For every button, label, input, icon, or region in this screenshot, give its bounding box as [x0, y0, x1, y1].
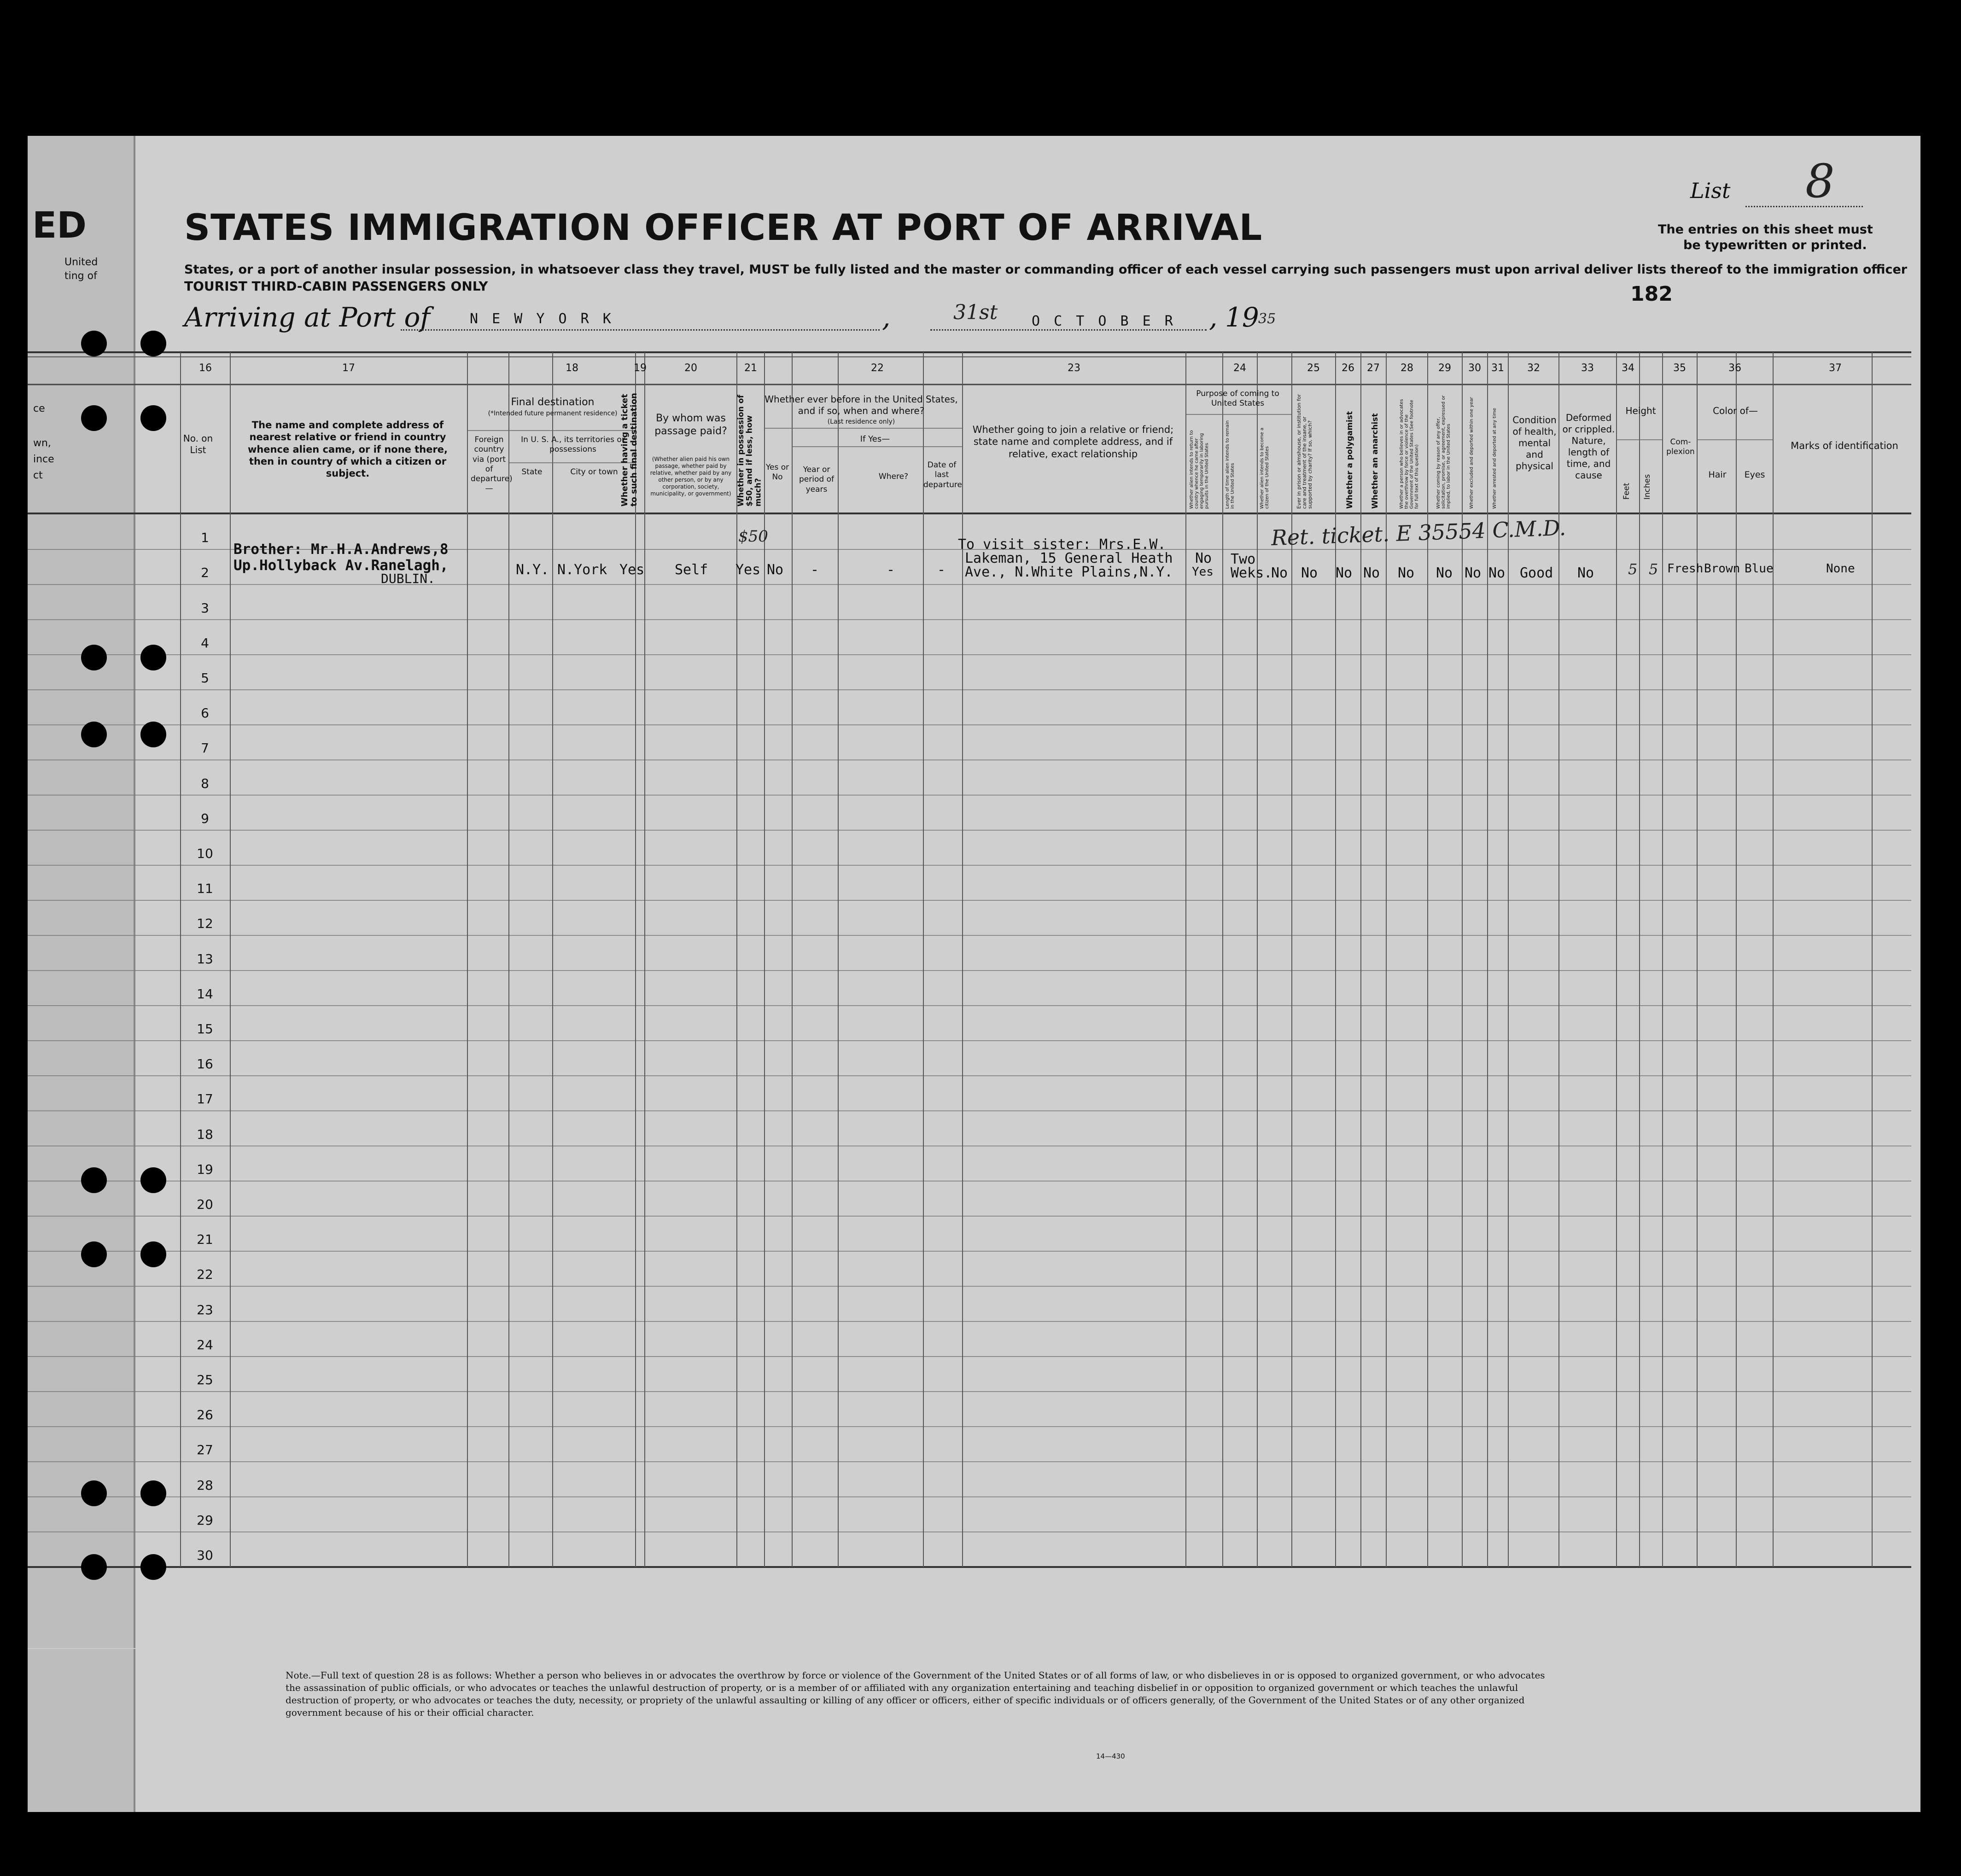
- page-title: STATES IMMIGRATION OFFICER AT PORT OF ARRIVAL: [184, 207, 1263, 249]
- entry-joining-line2: Lakeman, 15 General Heath: [965, 550, 1173, 566]
- binder-hole: [140, 1167, 166, 1193]
- sheet-code: 182: [1630, 282, 1673, 306]
- header-marks-identification: Marks of identification: [1791, 440, 1898, 451]
- column-number: 26: [1342, 362, 1354, 374]
- entry-relative-line1: Brother: Mr.H.A.Andrews,8: [233, 541, 449, 558]
- entry-length-stay: Two: [1231, 551, 1256, 567]
- header-by-whom-paid-note: (Whether alien paid his own passage, whether paid by relative, whether paid by any other person, or by any corporation, society, municipality, or government): [650, 456, 732, 497]
- binder-hole: [140, 331, 166, 356]
- entry-hair: Brown: [1704, 562, 1740, 576]
- manifest-sheet: [28, 136, 1920, 1812]
- entry-year-period: -: [811, 562, 819, 578]
- row-number: 23: [197, 1302, 213, 1317]
- page-subtitle: States, or a port of another insular possession, in whatsoever class they travel, MUST be fully listed and the master or commanding officer of each vessel carrying such passengers must upon arrival deliver lists thereof to the immigration officer: [184, 262, 1908, 277]
- row-number: 29: [197, 1512, 213, 1528]
- entry-state: N.Y.: [516, 562, 549, 578]
- comma-2: ,: [1209, 302, 1218, 333]
- binder-hole: [81, 1554, 107, 1580]
- header-ever-before: Whether ever before in the United States, and if so, when and where?: [765, 394, 958, 416]
- arriving-label: Arriving at Port of: [184, 302, 430, 333]
- port-line: [401, 329, 880, 331]
- binder-hole: [140, 645, 166, 670]
- header-foreign-country: Foreign country via (port of departure)—: [471, 435, 513, 494]
- left-page-text-fragment-2: ting of: [64, 270, 97, 282]
- entry-health: Good: [1520, 565, 1553, 581]
- row-number: 5: [201, 670, 209, 686]
- entry-q30: No: [1465, 565, 1482, 581]
- entry-joining-line3: Ave., N.White Plains,N.Y.: [965, 564, 1173, 580]
- row-number: 1: [201, 530, 209, 546]
- binder-hole: [140, 1241, 166, 1267]
- row-number: 28: [197, 1477, 213, 1493]
- entry-joining-line1: To visit sister: Mrs.E.W.: [958, 536, 1166, 553]
- header-color-of: Color of—: [1713, 405, 1758, 416]
- column-number: 17: [342, 362, 355, 374]
- column-number: 23: [1068, 362, 1080, 374]
- left-header-fragment-1: ce: [33, 403, 45, 414]
- row-number: 22: [197, 1267, 213, 1282]
- arrival-month: O C T O B E R: [1032, 313, 1176, 329]
- row-number: 12: [197, 916, 213, 932]
- left-header-fragment-4: ct: [33, 470, 43, 481]
- row-number: 17: [197, 1091, 213, 1107]
- header-joining-relative: Whether going to join a relative or friend; state name and complete address, and if relative, exact relationship: [972, 424, 1174, 460]
- row-number: 30: [197, 1548, 213, 1563]
- header-possession-50: Whether in possession of $50, and if less, how much?: [736, 395, 763, 507]
- header-year-period: Year or period of years: [799, 465, 834, 494]
- header-relative-address: The name and complete address of nearest relative or friend in country whence alien came, or if none there, then in country of which a citizen or subject.: [247, 419, 448, 479]
- header-no-on-list: No. on List: [183, 433, 213, 455]
- column-number: 32: [1527, 362, 1540, 374]
- entry-relative-line3: DUBLIN.: [381, 571, 436, 586]
- entry-polygamist: No: [1336, 565, 1353, 581]
- header-complexion: Com-plexion: [1666, 437, 1695, 457]
- row-number: 9: [201, 810, 209, 826]
- row-number: 4: [201, 635, 209, 651]
- date-line: [930, 329, 1207, 331]
- left-header-fragment-2: wn,: [33, 437, 51, 449]
- year-prefix: 19: [1225, 302, 1259, 333]
- row-number: 21: [197, 1232, 213, 1247]
- row-number: 24: [197, 1337, 213, 1352]
- entry-citizen: No: [1271, 565, 1288, 581]
- header-where: Where?: [878, 472, 909, 481]
- row-number: 18: [197, 1126, 213, 1142]
- entries-note-1: The entries on this sheet must: [1658, 222, 1873, 237]
- binder-hole: [81, 405, 107, 431]
- row-number: 14: [197, 986, 213, 1002]
- header-yes-or-no: Yes or No: [765, 463, 789, 482]
- entry-amount-note: $50: [738, 527, 768, 546]
- manifest-grid: [28, 136, 1920, 1812]
- column-number: 21: [744, 362, 757, 374]
- entry-paid-by: Self: [675, 562, 708, 578]
- row-number: 3: [201, 600, 209, 616]
- passenger-class: TOURIST THIRD-CABIN PASSENGERS ONLY: [184, 279, 488, 294]
- header-q31: Whether arrested and deported at any time: [1492, 408, 1497, 509]
- header-final-destination-note: (*Intended future permanent residence): [488, 410, 618, 417]
- header-feet: Feet: [1622, 483, 1631, 500]
- entry-possession: Yes: [735, 562, 761, 578]
- header-purpose-a: Whether alien intends to return to country whence he came after engaging temporarily in laboring pursuits in the United States: [1189, 430, 1209, 509]
- header-by-whom-paid: By whom was passage paid?: [654, 413, 727, 437]
- row-number: 20: [197, 1197, 213, 1212]
- header-anarchist: Whether an anarchist: [1371, 413, 1380, 509]
- entry-prison: No: [1301, 565, 1318, 581]
- comma-1: ,: [882, 302, 891, 333]
- list-label: List: [1690, 178, 1731, 203]
- row-number: 10: [197, 846, 213, 862]
- header-last-residence: (Last residence only): [827, 418, 895, 425]
- column-number: 19: [634, 362, 647, 374]
- entries-note-2: be typewritten or printed.: [1683, 238, 1867, 252]
- entry-city: N.York: [557, 562, 607, 578]
- entry-ever-before: No: [767, 562, 784, 578]
- header-ticket: Whether having a ticket to such final destination: [620, 393, 639, 507]
- column-number: 35: [1673, 362, 1686, 374]
- entry-q28: No: [1398, 565, 1415, 581]
- header-q29: Whether coming by reason of any offer, solicitation, promise, or agreement, expressed or implied, to labor in the United States: [1436, 395, 1451, 509]
- row-number: 2: [201, 565, 209, 581]
- row-number: 25: [197, 1372, 213, 1388]
- header-city: City or town: [570, 467, 618, 477]
- header-eyes: Eyes: [1744, 470, 1765, 480]
- header-purpose-b: Length of time alien intends to remain in the United States: [1225, 420, 1235, 509]
- column-number: 20: [684, 362, 697, 374]
- column-number: 27: [1367, 362, 1380, 374]
- list-number: 8: [1805, 154, 1835, 208]
- binder-hole: [81, 1167, 107, 1193]
- entry-ticket: Yes: [619, 562, 645, 578]
- binder-hole: [81, 331, 107, 356]
- entry-q29: No: [1436, 565, 1453, 581]
- entry-return-intent-2: Yes: [1192, 565, 1214, 579]
- header-prison: Ever in prison or almshouse, or institution for care and treatment of the insane, or supported by charity? If so, which?: [1296, 394, 1313, 509]
- column-number: 28: [1401, 362, 1413, 374]
- header-purpose-c: Whether alien intends to become a citizen of the United States: [1260, 427, 1270, 509]
- entry-eyes: Blue: [1745, 562, 1774, 576]
- column-number: 22: [871, 362, 884, 374]
- column-number: 36: [1728, 362, 1741, 374]
- form-code: 14—430: [1096, 1752, 1125, 1760]
- column-number: 33: [1581, 362, 1594, 374]
- header-hair: Hair: [1708, 470, 1727, 480]
- left-header-fragment-3: ince: [33, 454, 54, 465]
- binder-hole: [140, 1480, 166, 1506]
- column-number: 30: [1468, 362, 1481, 374]
- row-number: 8: [201, 775, 209, 791]
- column-number: 37: [1829, 362, 1842, 374]
- year-suffix: 35: [1258, 311, 1276, 327]
- binder-hole: [140, 1554, 166, 1580]
- header-q28: Whether a person who believes in or advocates the overthrow by force or violence of the Government of the United States (See footnote for full text of this question): [1399, 399, 1419, 509]
- column-number: 29: [1438, 362, 1451, 374]
- binder-hole: [81, 1480, 107, 1506]
- entry-return-intent: No: [1195, 550, 1212, 566]
- header-if-yes: If Yes—: [860, 434, 890, 444]
- header-inches: Inches: [1643, 474, 1652, 500]
- port-name: N E W Y O R K: [470, 311, 614, 327]
- list-number-underline: [1745, 206, 1863, 207]
- entry-inches: 5: [1649, 560, 1658, 578]
- entry-marks: None: [1826, 562, 1855, 576]
- binder-hole: [140, 722, 166, 747]
- entry-anarchist: No: [1363, 565, 1380, 581]
- row-number: 19: [197, 1161, 213, 1177]
- left-page-text-fragment-1: United: [64, 256, 98, 268]
- header-purpose: Purpose of coming to United States: [1196, 389, 1279, 408]
- column-number: 34: [1622, 362, 1634, 374]
- entry-length-stay-2: Weks.: [1231, 565, 1272, 581]
- row-number: 27: [197, 1442, 213, 1458]
- arrival-day: 31st: [953, 301, 998, 324]
- binder-hole: [81, 1241, 107, 1267]
- entry-handwritten-annotation: Ret. ticket. E 35554 C.M.D.: [1271, 515, 1567, 551]
- header-state: State: [521, 467, 543, 477]
- header-final-destination: Final destination: [511, 396, 595, 408]
- header-q30: Whether excluded and deported within one year: [1469, 397, 1474, 509]
- column-number: 18: [566, 362, 578, 374]
- entry-relative-line2: Up.Hollyback Av.Ranelagh,: [233, 557, 449, 574]
- entry-feet: 5: [1628, 560, 1638, 578]
- entry-date-departure: -: [937, 562, 946, 578]
- row-number: 15: [197, 1021, 213, 1037]
- binder-hole: [81, 722, 107, 747]
- footnote-q28: Note.—Full text of question 28 is as follows: Whether a person who believes in or advocates the overthrow by force or violence of the Government of the United States or of all forms of law, or who disbelieves in or is opposed to organized government, or who advocates the assassination of public officials, or who advocates or teaches the unlawful destruction of property, or is a member of or affiliated with any organization entertaining and teaching disbelief in or opposition to organized government or which teaches the unlawful destruction of property, or who advocates or teaches the duty, necessity, or propriety of the unlawful assaulting or killing of any officer or officers, either of specific individuals or of officers generally, of the Government of the United States or of any other organized government because of his or their official character.: [286, 1670, 1545, 1718]
- header-deformed: Deformed or crippled. Nature, length of time, and cause: [1562, 412, 1615, 481]
- column-number: 25: [1307, 362, 1320, 374]
- header-polygamist: Whether a polygamist: [1345, 411, 1354, 509]
- entry-where: -: [887, 562, 895, 578]
- row-number: 6: [201, 705, 209, 721]
- row-number: 11: [197, 881, 213, 897]
- entry-deformed: No: [1577, 565, 1594, 581]
- column-number: 16: [199, 362, 212, 374]
- column-number: 31: [1491, 362, 1504, 374]
- header-condition-health: Condition of health, mental and physical: [1512, 414, 1557, 472]
- row-number: 16: [197, 1056, 213, 1072]
- column-number: 24: [1233, 362, 1246, 374]
- header-in-usa: In U. S. A., its territories or possessions: [521, 435, 625, 454]
- header-height: Height: [1625, 405, 1656, 416]
- binder-hole: [140, 405, 166, 431]
- left-page-title-fragment: ED: [32, 205, 87, 246]
- row-number: 26: [197, 1407, 213, 1423]
- header-date-last-departure: Date of last departure: [923, 460, 962, 489]
- row-number: 7: [201, 740, 209, 756]
- row-number: 13: [197, 951, 213, 967]
- entry-complexion: Fresh: [1667, 562, 1704, 576]
- binder-hole: [81, 645, 107, 670]
- entry-q31: No: [1488, 565, 1506, 581]
